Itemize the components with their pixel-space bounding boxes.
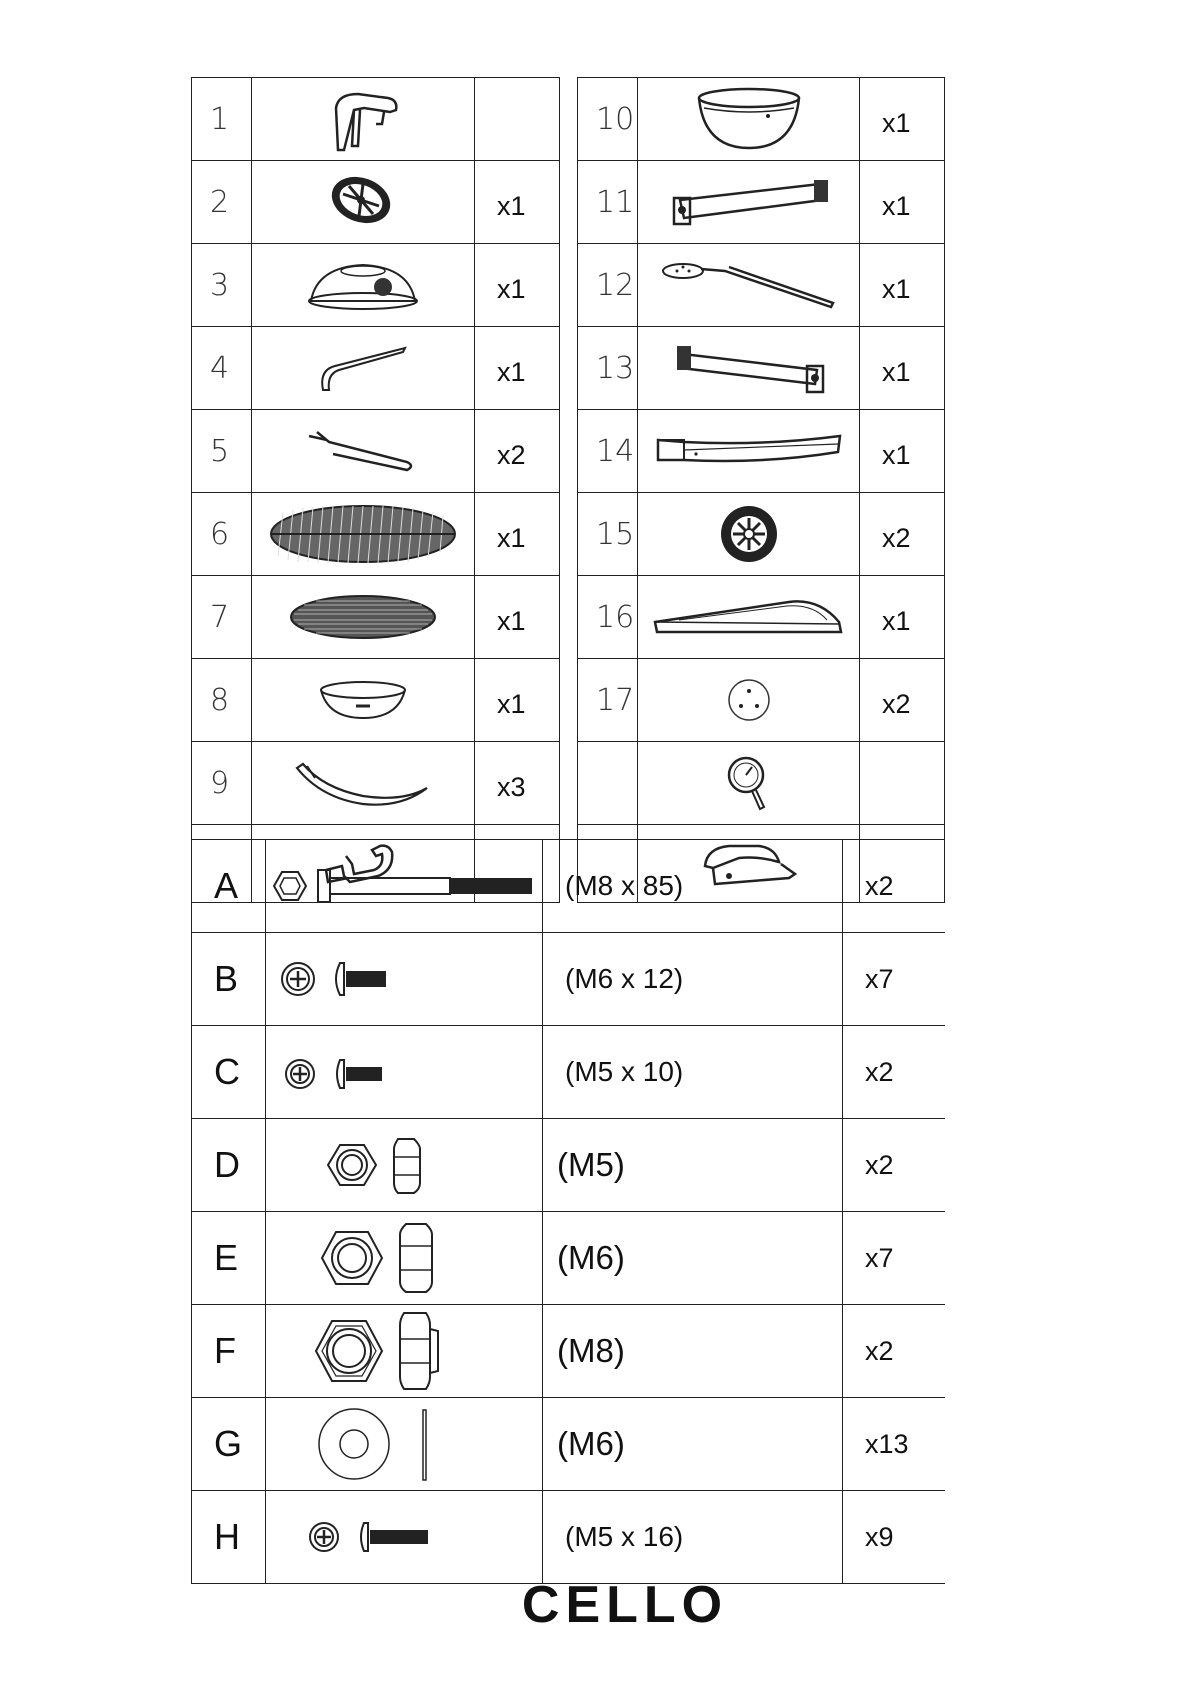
table-row	[192, 840, 945, 933]
part-quantity: x1	[860, 161, 945, 244]
part-quantity: x2	[860, 659, 945, 742]
part-quantity: x1	[860, 576, 945, 659]
part-quantity	[860, 742, 945, 825]
ash-pan-icon	[252, 659, 475, 742]
table-row	[578, 327, 945, 410]
table-row	[192, 1212, 945, 1305]
nut-icon	[266, 1119, 543, 1212]
bracket-bar-icon	[638, 161, 860, 244]
lock-nut-icon	[266, 1305, 543, 1398]
part-number: 17	[578, 659, 638, 742]
brand-logo	[520, 1574, 730, 1634]
hardware-quantity: x2	[843, 1119, 945, 1212]
table-row	[192, 1305, 945, 1398]
table-row	[192, 1491, 945, 1584]
part-quantity: x2	[860, 493, 945, 576]
handle-icon	[252, 78, 475, 161]
cap-icon	[638, 659, 860, 742]
table-row	[192, 1119, 945, 1212]
table-row	[192, 493, 560, 576]
thermometer-icon	[638, 742, 860, 825]
hardware-size: (M5 x 16)	[543, 1491, 843, 1584]
triangle-tray-icon	[638, 576, 860, 659]
hardware-letter: A	[192, 840, 266, 933]
hardware-size: (M6 x 12)	[543, 933, 843, 1026]
part-quantity: x1	[475, 161, 560, 244]
part-number: 16	[578, 576, 638, 659]
table-row	[192, 659, 560, 742]
table-row	[192, 576, 560, 659]
table-row	[192, 1398, 945, 1491]
screw-icon	[266, 933, 543, 1026]
part-number: 3	[192, 244, 252, 327]
part-number: 11	[578, 161, 638, 244]
part-number: 14	[578, 410, 638, 493]
table-row	[192, 161, 560, 244]
hardware-quantity: x2	[843, 1026, 945, 1119]
brand-name: CELLO	[521, 1576, 729, 1634]
hardware-quantity: x7	[843, 1212, 945, 1305]
part-quantity: x1	[860, 78, 945, 161]
part-quantity: x3	[475, 742, 560, 825]
bracket-bar-icon	[638, 327, 860, 410]
table-row	[578, 410, 945, 493]
part-quantity: x1	[475, 244, 560, 327]
table-row	[192, 327, 560, 410]
part-number: 7	[192, 576, 252, 659]
hardware-letter: E	[192, 1212, 266, 1305]
hardware-letter: G	[192, 1398, 266, 1491]
part-number: 4	[192, 327, 252, 410]
part-quantity: x1	[475, 493, 560, 576]
hardware-letter: F	[192, 1305, 266, 1398]
part-number: 12	[578, 244, 638, 327]
part-number: 5	[192, 410, 252, 493]
wheel-icon	[638, 493, 860, 576]
part-number: 8	[192, 659, 252, 742]
lid-icon	[252, 244, 475, 327]
table-row	[578, 742, 945, 825]
charcoal-grate-icon	[252, 576, 475, 659]
part-quantity: x1	[860, 244, 945, 327]
table-row	[192, 933, 945, 1026]
part-quantity: x1	[475, 327, 560, 410]
hook-icon	[252, 327, 475, 410]
part-quantity: x1	[860, 327, 945, 410]
part-number: 13	[578, 327, 638, 410]
part-number: 2	[192, 161, 252, 244]
axle-bar-icon	[638, 410, 860, 493]
table-row	[192, 742, 560, 825]
table-row	[578, 493, 945, 576]
hardware-quantity: x13	[843, 1398, 945, 1491]
hardware-size: (M6)	[543, 1398, 843, 1491]
part-number: 6	[192, 493, 252, 576]
part-number: 15	[578, 493, 638, 576]
table-row	[578, 659, 945, 742]
table-row	[578, 244, 945, 327]
hardware-letter: B	[192, 933, 266, 1026]
hardware-size: (M5)	[543, 1119, 843, 1212]
table-row	[578, 78, 945, 161]
bowl-icon	[638, 78, 860, 161]
table-row	[192, 1026, 945, 1119]
parts-table-right	[577, 77, 945, 903]
screw-icon	[266, 1026, 543, 1119]
hardware-size: (M8)	[543, 1305, 843, 1398]
part-number: 9	[192, 742, 252, 825]
hardware-quantity: x9	[843, 1491, 945, 1584]
wire-hook-icon	[252, 410, 475, 493]
hardware-size: (M8 x 85)	[543, 840, 843, 933]
cooking-grate-icon	[252, 493, 475, 576]
hardware-quantity: x7	[843, 933, 945, 1026]
part-number	[578, 742, 638, 825]
hardware-quantity: x2	[843, 840, 945, 933]
hardware-quantity: x2	[843, 1305, 945, 1398]
table-row	[578, 161, 945, 244]
ash-sweeper-icon	[638, 244, 860, 327]
nut-icon	[266, 1212, 543, 1305]
part-quantity: x1	[475, 576, 560, 659]
hardware-size: (M5 x 10)	[543, 1026, 843, 1119]
table-row	[192, 78, 560, 161]
part-number: 10	[578, 78, 638, 161]
part-quantity: x1	[860, 410, 945, 493]
table-row	[578, 576, 945, 659]
table-row	[192, 244, 560, 327]
hardware-letter: H	[192, 1491, 266, 1584]
vent-icon	[252, 161, 475, 244]
table-row	[192, 410, 560, 493]
hardware-size: (M6)	[543, 1212, 843, 1305]
hardware-table	[191, 839, 945, 1584]
part-number: 1	[192, 78, 252, 161]
hardware-letter: C	[192, 1026, 266, 1119]
parts-table-left	[191, 77, 560, 903]
bolt-long-icon	[266, 840, 543, 933]
part-quantity: x2	[475, 410, 560, 493]
washer-icon	[266, 1398, 543, 1491]
leg-icon	[252, 742, 475, 825]
part-quantity: x1	[475, 659, 560, 742]
screw-icon	[266, 1491, 543, 1584]
hardware-letter: D	[192, 1119, 266, 1212]
part-quantity	[475, 78, 560, 161]
